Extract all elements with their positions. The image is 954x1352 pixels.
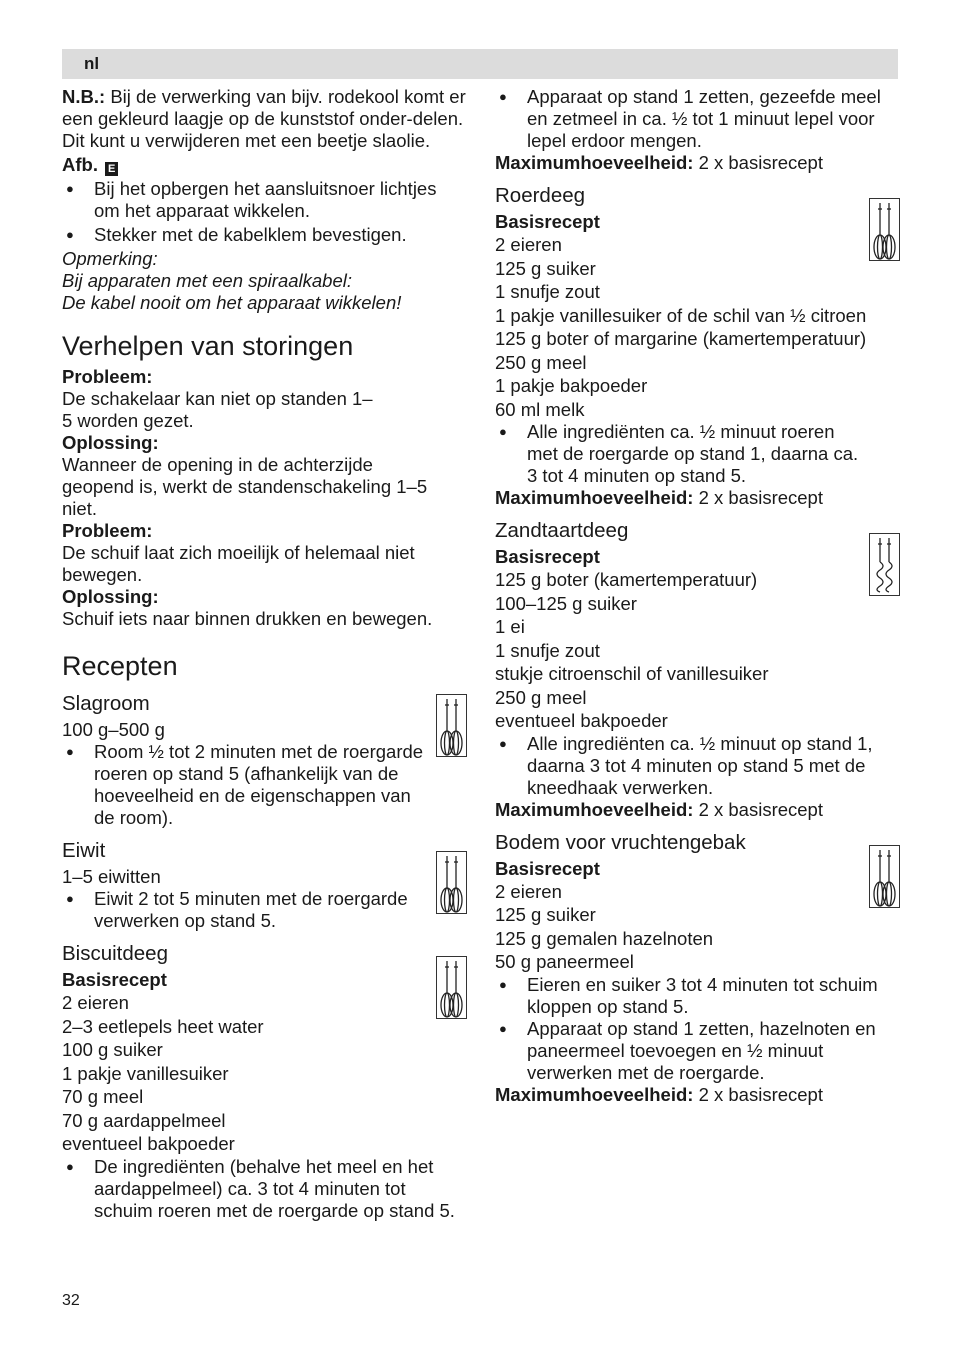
ingredient: 1 snufje zout [495, 639, 600, 661]
nb-text: Bij de verwerking van bijv. rodekool komt er een gekleurd laagje op de kunststof onder-delen. Dit kunt u verwijderen met een beetje slaolie. [62, 86, 466, 151]
right-column [495, 86, 900, 1106]
whisk-beaters-icon [436, 851, 467, 914]
recipe-title: Slagroom [62, 692, 150, 715]
ingredient: 125 g gemalen hazelnoten [495, 927, 714, 949]
ingredient: 2–3 eetlepels heet water [62, 1015, 264, 1037]
figure-ref [62, 154, 467, 176]
recipe-eiwit [62, 839, 467, 932]
recipe-title: Eiwit [62, 839, 106, 862]
ingredient: 1 ei [495, 616, 525, 637]
bullet-icon: ● [66, 744, 74, 759]
ingredient: 70 g aardappelmeel [62, 1109, 226, 1131]
probleem-text: De schuif laat zich moeilijk of helemaal niet bewegen. [62, 542, 415, 585]
note-line: Bij apparaten met een spiraalkabel: [62, 270, 353, 291]
recipe-zandtaartdeeg [495, 519, 900, 821]
ingredient: 70 g meel [62, 1086, 144, 1107]
max-amount [495, 152, 900, 174]
ingredient: 1 pakje vanillesuiker [62, 1062, 229, 1084]
list-item-text: Eiwit 2 tot 5 minuten met de roergarde verwerken op stand 5. [94, 888, 408, 931]
max-label: Maximumhoeveelheid: [495, 798, 694, 820]
list-item [495, 733, 900, 799]
oplossing-label: Oplossing: [62, 432, 159, 453]
ingredient: 1 snufje zout [495, 281, 600, 302]
section-title-recepten: Recepten [62, 651, 178, 681]
bullet-icon: ● [66, 227, 74, 242]
ingredient: 125 g suiker [495, 904, 596, 925]
max-amount [495, 487, 900, 509]
dough-hook-icon [869, 533, 900, 596]
oplossing-text: Schuif iets naar binnen drukken en bewegen. [62, 608, 433, 629]
note-line: De kabel nooit om het apparaat wikkelen! [62, 292, 402, 313]
recipe-subtitle: Basisrecept [495, 211, 600, 232]
bullet-icon: ● [499, 976, 507, 992]
list-item-text: Bij het opbergen het aansluitsnoer lichtjes om het apparaat wikkelen. [94, 178, 437, 221]
max-value: 2 x basisrecept [698, 798, 823, 820]
list-item [62, 888, 424, 932]
max-value: 2 x basisrecept [698, 487, 823, 508]
list-item [62, 741, 424, 829]
bullet-icon: ● [499, 735, 507, 751]
ingredient: 100–125 g suiker [495, 592, 637, 614]
recipe-subtitle: Basisrecept [495, 857, 600, 879]
recipe-roerdeeg [495, 184, 900, 509]
oplossing-text: Wanneer de opening in de achterzijde geopend is, werkt de standenschakeling 1–5 niet. [62, 454, 428, 519]
list-item [495, 421, 867, 487]
list-item-text: Alle ingrediënten ca. ½ minuut op stand 1, daarna 3 tot 4 minuten op stand 5 met de kneedhaak verwerken. [527, 732, 873, 798]
bullet-icon: ● [499, 424, 507, 439]
recipe-amount: 1–5 eiwitten [62, 866, 161, 887]
recipe-title: Roerdeeg [495, 184, 586, 207]
left-column [62, 86, 467, 1222]
max-label: Maximumhoeveelheid: [495, 152, 694, 173]
recipe-biscuitdeeg [62, 942, 467, 1222]
recipe-bodem [495, 831, 900, 1106]
list-item [495, 86, 897, 152]
list-item [495, 974, 900, 1018]
list-item [62, 224, 467, 246]
ingredient: 1 pakje vanillesuiker of de schil van ½ citroen [495, 304, 867, 326]
bullet-icon: ● [66, 1158, 74, 1174]
recipe-amount: 100 g–500 g [62, 719, 165, 740]
ingredient: 2 eieren [495, 234, 562, 255]
list-item [62, 1156, 467, 1222]
ingredient: 125 g boter of margarine (kamertemperatuur) [495, 328, 867, 349]
bullet-icon: ● [499, 1020, 507, 1036]
ingredient: eventueel bakpoeder [62, 1133, 235, 1154]
ingredient: 250 g meel [495, 686, 587, 708]
bullet-icon: ● [66, 181, 74, 196]
ingredient: stukje citroenschil of vanillesuiker [495, 663, 769, 684]
ingredient: eventueel bakpoeder [495, 710, 668, 731]
list-item-text: Alle ingrediënten ca. ½ minuut roeren met de roergarde op stand 1, daarna ca. 3 tot 4 minuten op stand 5. [527, 421, 859, 486]
list-item-text: Eieren en suiker 3 tot 4 minuten tot schuim kloppen op stand 5. [527, 973, 878, 1017]
max-value: 2 x basisrecept [698, 1083, 823, 1105]
list-item [495, 1018, 900, 1084]
list-item-text: De ingrediënten (behalve het meel en het aardappelmeel) ca. 3 tot 4 minuten tot schuim roeren met de roergarde op stand 5. [94, 1155, 455, 1221]
bullet-icon: ● [499, 89, 507, 104]
figure-letter-badge: E [105, 162, 118, 176]
list-item [62, 178, 467, 222]
ingredient: 50 g paneermeel [495, 951, 634, 972]
nb-label: N.B.: [62, 86, 106, 107]
figure-ref-label: Afb. [62, 154, 98, 175]
probleem-label: Probleem: [62, 520, 153, 541]
probleem-label: Probleem: [62, 366, 153, 387]
recipe-subtitle: Basisrecept [62, 969, 167, 990]
recipe-title: Bodem voor vruchtengebak [495, 830, 746, 854]
language-bar [62, 49, 898, 79]
ingredient: 1 pakje bakpoeder [495, 375, 648, 396]
ingredient: 60 ml melk [495, 398, 585, 420]
language-code: nl [84, 54, 100, 73]
whisk-beaters-icon [869, 198, 900, 261]
whisk-beaters-icon [436, 694, 467, 757]
ingredient: 2 eieren [495, 880, 562, 902]
note-label: Opmerking: [62, 248, 158, 269]
section-title-storingen: Verhelpen van storingen [62, 331, 354, 361]
max-amount [495, 1084, 900, 1106]
recipe-title: Zandtaartdeeg [495, 519, 629, 542]
oplossing-label: Oplossing: [62, 586, 159, 607]
ingredient: 2 eieren [62, 992, 129, 1013]
recipe-title: Biscuitdeeg [62, 942, 168, 965]
max-label: Maximumhoeveelheid: [495, 487, 694, 508]
ingredient: 250 g meel [495, 351, 587, 373]
whisk-beaters-icon [436, 956, 467, 1019]
ingredient: 100 g suiker [62, 1039, 163, 1060]
list-item-text: Room ½ tot 2 minuten met de roergarde roeren op stand 5 (afhankelijk van de hoeveelheid en de eigenschappen van de room). [94, 741, 424, 828]
recipe-slagroom [62, 692, 467, 829]
max-value: 2 x basisrecept [698, 152, 823, 173]
recipe-subtitle: Basisrecept [495, 546, 600, 567]
ingredient: 125 g suiker [495, 257, 596, 279]
list-item-text: Stekker met de kabelklem bevestigen. [94, 224, 407, 245]
nb-paragraph [62, 86, 467, 152]
whisk-beaters-icon [869, 845, 900, 908]
max-amount [495, 799, 900, 821]
probleem-text: De schakelaar kan niet op standen 1–5 worden gezet. [62, 388, 373, 431]
page-number: 32 [62, 1292, 80, 1309]
bullet-icon: ● [66, 891, 74, 906]
list-item-text: Apparaat op stand 1 zetten, gezeefde meel en zetmeel in ca. ½ tot 1 minuut lepel voor lepel erdoor mengen. [527, 86, 881, 151]
max-label: Maximumhoeveelheid: [495, 1083, 694, 1105]
list-item-text: Apparaat op stand 1 zetten, hazelnoten en paneermeel toevoegen en ½ minuut verwerken met de roergarde. [527, 1017, 876, 1083]
ingredient: 125 g boter (kamertemperatuur) [495, 569, 758, 590]
